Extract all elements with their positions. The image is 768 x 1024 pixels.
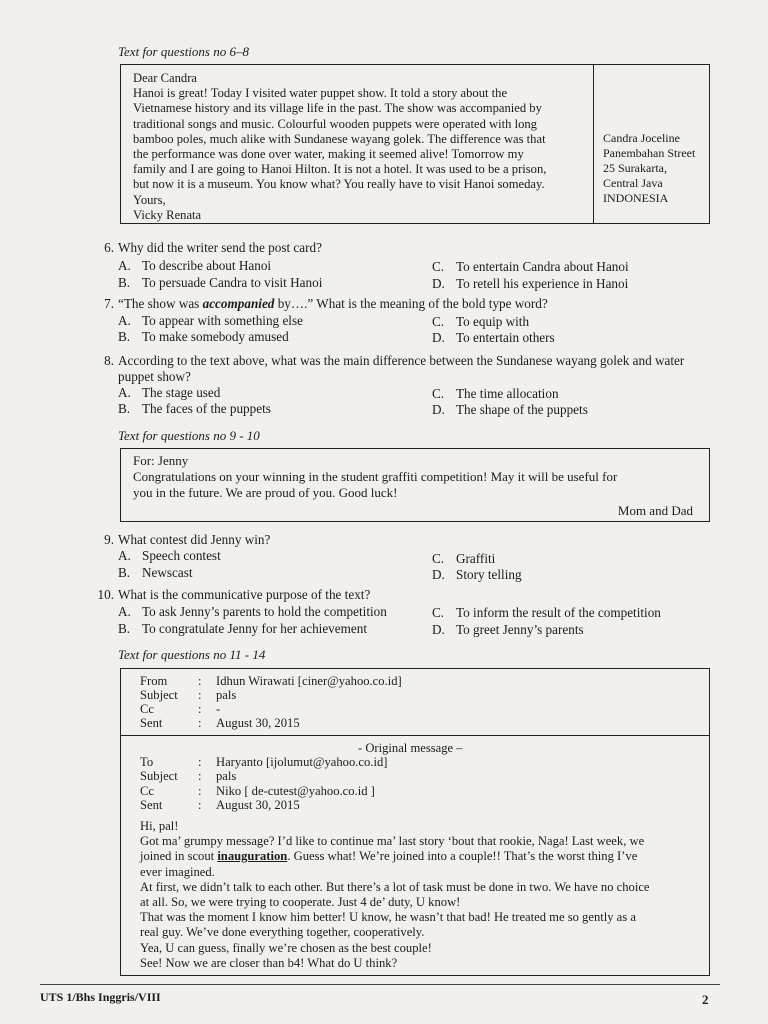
body-line: At first, we didn’t talk to each other. But there’s a lot of task must be done in two. We have no choice <box>140 879 650 894</box>
option-6c[interactable]: C. To entertain Candra about Hanoi <box>432 259 629 274</box>
question-number: 10. <box>97 587 114 602</box>
email-body <box>140 819 700 971</box>
option-8c[interactable]: C. The time allocation <box>432 386 559 401</box>
option-9c[interactable]: C. Graffiti <box>432 551 496 566</box>
postcard-line: traditional songs and music. Colourful wooden puppets were operated with long <box>133 116 537 131</box>
email-divider <box>121 735 709 736</box>
option-10c[interactable]: C. To inform the result of the competition <box>432 605 661 620</box>
postcard-message <box>133 71 593 223</box>
option-6b[interactable]: B. To persuade Candra to visit Hanoi <box>118 275 323 290</box>
bold-underlined-word: inauguration <box>217 849 288 864</box>
option-7d[interactable]: D. To entertain others <box>432 330 555 345</box>
body-line: at all. So, we were trying to cooperate. Just 4 de’ duty, U know! <box>140 895 461 910</box>
body-line: Hi, pal! <box>140 819 179 833</box>
greeting-card-box <box>120 448 710 522</box>
postcard-line: Yours, <box>133 192 166 207</box>
question-text: What is the communicative purpose of the text? <box>118 587 371 602</box>
postcard-line: the performance was done over water, making it seemed alive! Tomorrow my <box>133 147 524 162</box>
postcard-line: family and I are going to Hanoi Hilton. It is not a hotel. It was used to be a prison, <box>133 162 547 177</box>
address-line: 25 Surakarta, <box>603 161 667 175</box>
question-text: “The show was accompanied by….” What is the meaning of the bold type word? <box>118 296 548 311</box>
option-8b[interactable]: B. The faces of the puppets <box>118 401 271 416</box>
question-number: 6. <box>104 240 114 255</box>
option-10b[interactable]: B. To congratulate Jenny for her achievement <box>118 621 367 636</box>
footer-rule <box>40 984 720 985</box>
page-number: 2 <box>702 992 709 1007</box>
original-message-label: - Original message – <box>358 741 463 755</box>
body-line: See! Now we are closer than b4! What do U think? <box>140 955 398 970</box>
address-line: Candra Joceline <box>603 131 680 145</box>
question-number: 7. <box>104 296 114 311</box>
option-9a[interactable]: A. Speech contest <box>118 548 221 563</box>
card-line: Congratulations on your winning in the student graffiti competition! May it will be useful for <box>133 469 618 484</box>
option-7c[interactable]: C. To equip with <box>432 314 530 329</box>
address-line: Panembahan Street <box>603 146 696 160</box>
option-6a[interactable]: A. To describe about Hanoi <box>118 258 272 273</box>
email-cc-row: Cc : - <box>140 702 221 716</box>
email-subject-row: Subject : pals <box>140 688 237 702</box>
body-line: Yea, U can guess, finally we’re chosen as the best couple! <box>140 940 432 955</box>
email-orig-cc-row: Cc : Niko [ de-cutest@yahoo.co.id ] <box>140 784 375 798</box>
email-from-row: From : Idhun Wirawati [ciner@yahoo.co.id] <box>140 674 402 688</box>
option-7b[interactable]: B. To make somebody amused <box>118 329 289 344</box>
option-10d[interactable]: D. To greet Jenny’s parents <box>432 622 584 637</box>
body-line: real guy. We’ve done everything together, cooperatively. <box>140 925 425 940</box>
address-line: INDONESIA <box>603 191 669 205</box>
option-10a[interactable]: A. To ask Jenny’s parents to hold the competition <box>118 604 387 619</box>
question-number: 9. <box>104 532 114 547</box>
section-header-11-14: Text for questions no 11 - 14 <box>118 647 266 662</box>
question-text: According to the text above, what was the main difference between the Sundanese wayang golek and water puppet show? <box>118 353 685 384</box>
footer-label: UTS 1/Bhs Inggris/VIII <box>40 990 161 1004</box>
postcard-box <box>120 64 710 224</box>
option-8d[interactable]: D. The shape of the puppets <box>432 402 588 417</box>
section-header-9-10: Text for questions no 9 - 10 <box>118 428 260 443</box>
postcard-line: but now it is a museum. You know what? You really have to visit Hanoi someday. <box>133 177 545 192</box>
body-line: ever imagined. <box>140 864 215 879</box>
postcard-line: bamboo poles, much alike with Sundanese wayang golek. The difference was that <box>133 131 546 146</box>
address-line: Central Java <box>603 176 663 190</box>
option-6d[interactable]: D. To retell his experience in Hanoi <box>432 276 629 291</box>
option-8a[interactable]: A. The stage used <box>118 385 221 400</box>
question-number: 8. <box>104 353 114 368</box>
body-line: That was the moment I know him better! U know, he wasn’t that bad! He treated me so gently as a <box>140 910 636 925</box>
card-signature: Mom and Dad <box>617 503 693 518</box>
card-line: For: Jenny <box>133 453 189 468</box>
card-line: you in the future. We are proud of you. Good luck! <box>133 485 398 500</box>
greeting-card-message <box>133 453 703 501</box>
postcard-line: Vicky Renata <box>133 207 202 222</box>
question-text: Why did the writer send the post card? <box>118 240 322 255</box>
postcard-line: Hanoi is great! Today I visited water puppet show. It told a story about the <box>133 86 508 101</box>
email-orig-subject-row: Subject : pals <box>140 769 237 783</box>
body-line: joined in scout inauguration. Guess what! We’re joined into a couple!! That’s the worst thing I’ve <box>140 849 638 864</box>
from-value: Idhun Wirawati [ciner@yahoo.co.id] <box>216 674 402 688</box>
postcard-line: Vietnamese history and its village life in the past. The show was accompanied by <box>133 101 542 116</box>
body-line: Got ma’ grumpy message? I’d like to continue ma’ last story ‘bout that rookie, Naga! Last week, we <box>140 834 645 849</box>
section-header-6-8: Text for questions no 6–8 <box>118 44 249 59</box>
option-7a[interactable]: A. To appear with something else <box>118 313 303 328</box>
option-9b[interactable]: B. Newscast <box>118 565 193 580</box>
postcard-address <box>603 131 707 206</box>
question-text: What contest did Jenny win? <box>118 532 271 547</box>
postcard-line: Dear Candra <box>133 71 197 85</box>
email-orig-sent-row: Sent : August 30, 2015 <box>140 798 300 812</box>
option-9d[interactable]: D. Story telling <box>432 567 522 582</box>
email-sent-row: Sent : August 30, 2015 <box>140 716 300 730</box>
email-to-row: To : Haryanto [ijolumut@yahoo.co.id] <box>140 755 388 769</box>
postcard-divider <box>593 65 594 223</box>
bold-word: accompanied <box>202 296 275 311</box>
